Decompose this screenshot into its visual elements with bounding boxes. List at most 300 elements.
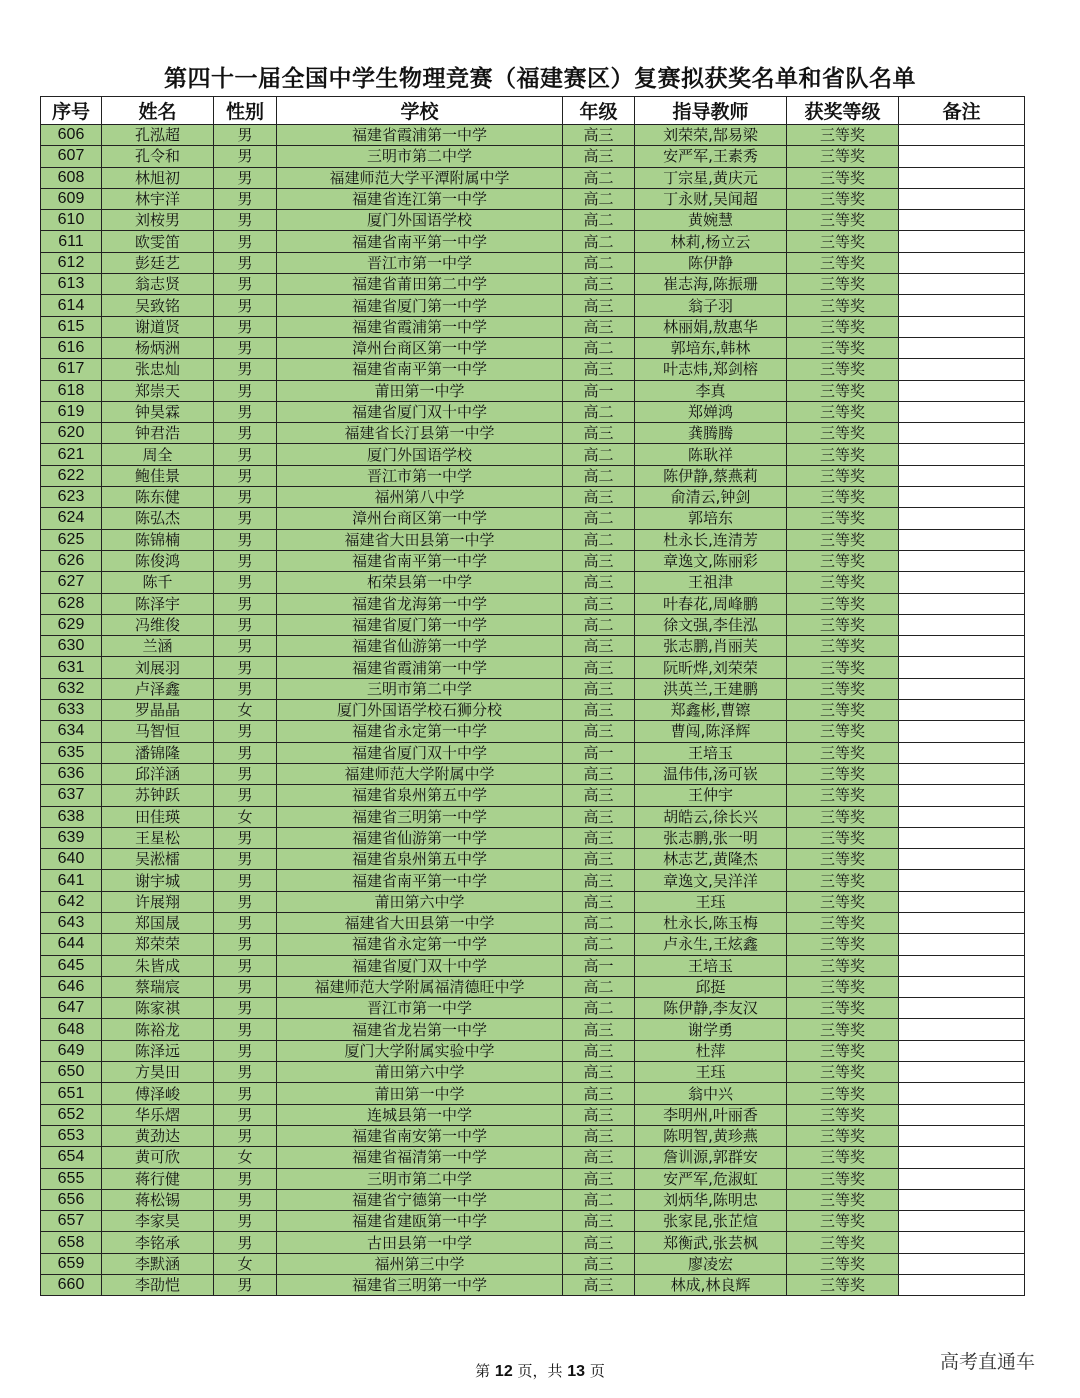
cell-grade: 高三 <box>563 1147 635 1168</box>
cell-note <box>899 359 1025 380</box>
cell-name: 傅泽峻 <box>102 1083 214 1104</box>
cell-gender: 男 <box>214 849 277 870</box>
cell-name: 陈家祺 <box>102 998 214 1019</box>
cell-teacher: 王珏 <box>635 1062 787 1083</box>
table-row <box>41 1147 1025 1168</box>
table-row <box>41 912 1025 933</box>
cell-school: 晋江市第一中学 <box>277 465 563 486</box>
cell-note <box>899 1253 1025 1274</box>
cell-school: 福建省仙游第一中学 <box>277 827 563 848</box>
cell-teacher: 叶志炜,郑剑榕 <box>635 359 787 380</box>
table-row <box>41 934 1025 955</box>
cell-teacher: 俞清云,钟剑 <box>635 487 787 508</box>
cell-award: 三等奖 <box>787 763 899 784</box>
cell-award: 三等奖 <box>787 1019 899 1040</box>
table-row <box>41 806 1025 827</box>
table-row <box>41 572 1025 593</box>
cell-award: 三等奖 <box>787 1083 899 1104</box>
cell-teacher: 龚腾腾 <box>635 423 787 444</box>
cell-note <box>899 721 1025 742</box>
cell-school: 福建省三明第一中学 <box>277 1275 563 1296</box>
cell-name: 刘桉男 <box>102 210 214 231</box>
cell-note <box>899 572 1025 593</box>
cell-award: 三等奖 <box>787 636 899 657</box>
cell-note <box>899 125 1025 146</box>
cell-teacher: 温伟伟,汤可嵚 <box>635 763 787 784</box>
cell-gender: 男 <box>214 870 277 891</box>
cell-grade: 高三 <box>563 146 635 167</box>
table-row <box>41 1168 1025 1189</box>
cell-number: 622 <box>41 465 102 486</box>
cell-school: 福建省厦门双十中学 <box>277 955 563 976</box>
cell-school: 福建师范大学附属中学 <box>277 763 563 784</box>
cell-gender: 男 <box>214 657 277 678</box>
cell-name: 王星松 <box>102 827 214 848</box>
cell-name: 李家昊 <box>102 1211 214 1232</box>
cell-note <box>899 1104 1025 1125</box>
table-row <box>41 316 1025 337</box>
cell-note <box>899 849 1025 870</box>
cell-note <box>899 146 1025 167</box>
table-row <box>41 380 1025 401</box>
cell-gender: 男 <box>214 614 277 635</box>
table-row <box>41 998 1025 1019</box>
cell-note <box>899 912 1025 933</box>
cell-teacher: 黄婉慧 <box>635 210 787 231</box>
cell-name: 林旭初 <box>102 167 214 188</box>
cell-school: 福建省厦门第一中学 <box>277 295 563 316</box>
cell-note <box>899 188 1025 209</box>
cell-school: 福建省福清第一中学 <box>277 1147 563 1168</box>
cell-gender: 男 <box>214 785 277 806</box>
cell-name: 方昊田 <box>102 1062 214 1083</box>
cell-school: 莆田第一中学 <box>277 1083 563 1104</box>
cell-name: 李默涵 <box>102 1253 214 1274</box>
cell-gender: 女 <box>214 1253 277 1274</box>
cell-school: 福建省龙岩第一中学 <box>277 1019 563 1040</box>
cell-number: 640 <box>41 849 102 870</box>
cell-name: 谢宇城 <box>102 870 214 891</box>
cell-name: 郑荣荣 <box>102 934 214 955</box>
cell-school: 福州第八中学 <box>277 487 563 508</box>
cell-number: 641 <box>41 870 102 891</box>
table-row <box>41 188 1025 209</box>
cell-gender: 男 <box>214 1062 277 1083</box>
cell-award: 三等奖 <box>787 380 899 401</box>
cell-school: 福建省泉州第五中学 <box>277 849 563 870</box>
cell-grade: 高二 <box>563 976 635 997</box>
cell-teacher: 邱挺 <box>635 976 787 997</box>
cell-teacher: 崔志海,陈振珊 <box>635 274 787 295</box>
cell-teacher: 安严军,危淑虹 <box>635 1168 787 1189</box>
cell-gender: 男 <box>214 934 277 955</box>
table-row <box>41 614 1025 635</box>
cell-note <box>899 742 1025 763</box>
cell-teacher: 郑鑫彬,曹镲 <box>635 700 787 721</box>
col-header-award: 获奖等级 <box>787 97 899 125</box>
cell-number: 656 <box>41 1189 102 1210</box>
cell-name: 林宇洋 <box>102 188 214 209</box>
cell-name: 罗晶晶 <box>102 700 214 721</box>
cell-teacher: 杜永长,连清芳 <box>635 529 787 550</box>
cell-teacher: 杜永长,陈玉梅 <box>635 912 787 933</box>
cell-gender: 男 <box>214 572 277 593</box>
cell-name: 鲍佳景 <box>102 465 214 486</box>
cell-grade: 高三 <box>563 593 635 614</box>
cell-number: 637 <box>41 785 102 806</box>
table-row <box>41 870 1025 891</box>
cell-school: 福建省宁德第一中学 <box>277 1189 563 1210</box>
col-header-school: 学校 <box>277 97 563 125</box>
cell-grade: 高三 <box>563 572 635 593</box>
table-row <box>41 444 1025 465</box>
table-row <box>41 1211 1025 1232</box>
cell-number: 630 <box>41 636 102 657</box>
cell-grade: 高二 <box>563 1189 635 1210</box>
cell-award: 三等奖 <box>787 337 899 358</box>
cell-award: 三等奖 <box>787 1147 899 1168</box>
table-row <box>41 487 1025 508</box>
table-row <box>41 1125 1025 1146</box>
cell-gender: 男 <box>214 508 277 529</box>
cell-name: 陈锦楠 <box>102 529 214 550</box>
cell-award: 三等奖 <box>787 955 899 976</box>
cell-gender: 男 <box>214 125 277 146</box>
cell-number: 621 <box>41 444 102 465</box>
cell-name: 蔡瑞宸 <box>102 976 214 997</box>
cell-award: 三等奖 <box>787 550 899 571</box>
cell-gender: 男 <box>214 274 277 295</box>
document-title: 第四十一届全国中学生物理竞赛（福建赛区）复赛拟获奖名单和省队名单 <box>164 66 916 92</box>
table-row <box>41 210 1025 231</box>
cell-number: 616 <box>41 337 102 358</box>
table-row <box>41 1062 1025 1083</box>
table-row <box>41 1083 1025 1104</box>
cell-teacher: 李真 <box>635 380 787 401</box>
cell-grade: 高三 <box>563 1232 635 1253</box>
cell-grade: 高三 <box>563 849 635 870</box>
cell-school: 福建师范大学附属福清德旺中学 <box>277 976 563 997</box>
cell-grade: 高三 <box>563 1211 635 1232</box>
cell-gender: 男 <box>214 998 277 1019</box>
cell-school: 莆田第一中学 <box>277 380 563 401</box>
cell-teacher: 王仲宇 <box>635 785 787 806</box>
cell-teacher: 翁中兴 <box>635 1083 787 1104</box>
cell-school: 福建省三明第一中学 <box>277 806 563 827</box>
table-row <box>41 1019 1025 1040</box>
cell-note <box>899 976 1025 997</box>
cell-teacher: 章逸文,陈丽彩 <box>635 550 787 571</box>
page-footer <box>0 1360 1080 1381</box>
cell-grade: 高二 <box>563 529 635 550</box>
cell-school: 连城县第一中学 <box>277 1104 563 1125</box>
cell-school: 古田县第一中学 <box>277 1232 563 1253</box>
cell-grade: 高二 <box>563 508 635 529</box>
table-row <box>41 359 1025 380</box>
header-row <box>41 97 1025 125</box>
cell-note <box>899 678 1025 699</box>
cell-number: 643 <box>41 912 102 933</box>
cell-school: 三明市第二中学 <box>277 678 563 699</box>
cell-school: 福建省建瓯第一中学 <box>277 1211 563 1232</box>
cell-award: 三等奖 <box>787 1062 899 1083</box>
table-row <box>41 1275 1025 1296</box>
table-row <box>41 763 1025 784</box>
cell-note <box>899 891 1025 912</box>
cell-award: 三等奖 <box>787 1104 899 1125</box>
table-row <box>41 1253 1025 1274</box>
cell-name: 陈千 <box>102 572 214 593</box>
cell-name: 郑崇天 <box>102 380 214 401</box>
cell-teacher: 卢永生,王炫鑫 <box>635 934 787 955</box>
cell-number: 636 <box>41 763 102 784</box>
cell-grade: 高二 <box>563 231 635 252</box>
cell-number: 652 <box>41 1104 102 1125</box>
cell-number: 617 <box>41 359 102 380</box>
cell-note <box>899 508 1025 529</box>
cell-award: 三等奖 <box>787 295 899 316</box>
cell-teacher: 詹训源,郭群安 <box>635 1147 787 1168</box>
cell-gender: 男 <box>214 1189 277 1210</box>
cell-number: 609 <box>41 188 102 209</box>
cell-note <box>899 167 1025 188</box>
cell-award: 三等奖 <box>787 976 899 997</box>
cell-award: 三等奖 <box>787 891 899 912</box>
cell-award: 三等奖 <box>787 700 899 721</box>
cell-award: 三等奖 <box>787 593 899 614</box>
cell-name: 黄劲达 <box>102 1125 214 1146</box>
cell-name: 吴致铭 <box>102 295 214 316</box>
cell-teacher: 阮昕烨,刘荣荣 <box>635 657 787 678</box>
table-row <box>41 274 1025 295</box>
cell-name: 钟昊霖 <box>102 401 214 422</box>
cell-number: 619 <box>41 401 102 422</box>
cell-school: 福建省永定第一中学 <box>277 721 563 742</box>
cell-gender: 男 <box>214 891 277 912</box>
cell-name: 苏钟跃 <box>102 785 214 806</box>
cell-gender: 男 <box>214 636 277 657</box>
cell-number: 631 <box>41 657 102 678</box>
table-row <box>41 721 1025 742</box>
cell-grade: 高三 <box>563 125 635 146</box>
cell-gender: 男 <box>214 721 277 742</box>
cell-award: 三等奖 <box>787 572 899 593</box>
cell-number: 639 <box>41 827 102 848</box>
cell-number: 638 <box>41 806 102 827</box>
cell-teacher: 张志鹏,肖丽芙 <box>635 636 787 657</box>
cell-gender: 男 <box>214 487 277 508</box>
cell-note <box>899 550 1025 571</box>
cell-award: 三等奖 <box>787 252 899 273</box>
cell-grade: 高二 <box>563 337 635 358</box>
cell-grade: 高三 <box>563 763 635 784</box>
cell-name: 张忠灿 <box>102 359 214 380</box>
cell-award: 三等奖 <box>787 231 899 252</box>
cell-number: 658 <box>41 1232 102 1253</box>
cell-school: 晋江市第一中学 <box>277 998 563 1019</box>
cell-teacher: 廖凌宏 <box>635 1253 787 1274</box>
cell-grade: 高二 <box>563 934 635 955</box>
cell-note <box>899 295 1025 316</box>
cell-grade: 高二 <box>563 188 635 209</box>
cell-note <box>899 593 1025 614</box>
cell-gender: 男 <box>214 1232 277 1253</box>
cell-school: 厦门外国语学校石狮分校 <box>277 700 563 721</box>
table-row <box>41 508 1025 529</box>
cell-name: 黄可欣 <box>102 1147 214 1168</box>
cell-teacher: 李明州,叶丽香 <box>635 1104 787 1125</box>
cell-number: 644 <box>41 934 102 955</box>
cell-school: 漳州台商区第一中学 <box>277 508 563 529</box>
cell-award: 三等奖 <box>787 487 899 508</box>
watermark: 高考直通车 <box>940 1351 1036 1373</box>
cell-gender: 男 <box>214 295 277 316</box>
cell-number: 614 <box>41 295 102 316</box>
cell-note <box>899 955 1025 976</box>
cell-school: 福建师范大学平潭附属中学 <box>277 167 563 188</box>
cell-teacher: 林丽娟,敖惠华 <box>635 316 787 337</box>
total-pages: 13 <box>567 1363 586 1380</box>
col-header-teacher: 指导教师 <box>635 97 787 125</box>
cell-name: 陈裕龙 <box>102 1019 214 1040</box>
cell-teacher: 陈伊静,李友汉 <box>635 998 787 1019</box>
cell-school: 福建省大田县第一中学 <box>277 529 563 550</box>
cell-name: 刘展羽 <box>102 657 214 678</box>
cell-teacher: 张志鹏,张一明 <box>635 827 787 848</box>
cell-number: 647 <box>41 998 102 1019</box>
cell-award: 三等奖 <box>787 508 899 529</box>
cell-number: 653 <box>41 1125 102 1146</box>
cell-school: 福建省南平第一中学 <box>277 870 563 891</box>
table-row <box>41 785 1025 806</box>
cell-number: 634 <box>41 721 102 742</box>
cell-name: 邱洋涵 <box>102 763 214 784</box>
cell-gender: 男 <box>214 912 277 933</box>
cell-award: 三等奖 <box>787 742 899 763</box>
cell-award: 三等奖 <box>787 1189 899 1210</box>
cell-grade: 高三 <box>563 785 635 806</box>
cell-name: 孔泓超 <box>102 125 214 146</box>
cell-teacher: 王培玉 <box>635 742 787 763</box>
cell-note <box>899 529 1025 550</box>
cell-note <box>899 1232 1025 1253</box>
cell-gender: 男 <box>214 742 277 763</box>
cell-school: 漳州台商区第一中学 <box>277 337 563 358</box>
cell-teacher: 林莉,杨立云 <box>635 231 787 252</box>
cell-gender: 男 <box>214 401 277 422</box>
cell-note <box>899 380 1025 401</box>
cell-school: 福建省永定第一中学 <box>277 934 563 955</box>
cell-grade: 高二 <box>563 252 635 273</box>
cell-name: 陈弘杰 <box>102 508 214 529</box>
cell-name: 钟君浩 <box>102 423 214 444</box>
cell-teacher: 郭培东,韩林 <box>635 337 787 358</box>
cell-school: 厦门外国语学校 <box>277 444 563 465</box>
cell-grade: 高二 <box>563 998 635 1019</box>
cell-gender: 女 <box>214 806 277 827</box>
cell-name: 蒋行健 <box>102 1168 214 1189</box>
cell-note <box>899 337 1025 358</box>
cell-name: 蒋松锡 <box>102 1189 214 1210</box>
cell-name: 田佳瑛 <box>102 806 214 827</box>
cell-number: 620 <box>41 423 102 444</box>
cell-grade: 高三 <box>563 636 635 657</box>
cell-number: 632 <box>41 678 102 699</box>
cell-grade: 高三 <box>563 487 635 508</box>
cell-award: 三等奖 <box>787 934 899 955</box>
cell-note <box>899 423 1025 444</box>
table-row <box>41 423 1025 444</box>
cell-award: 三等奖 <box>787 359 899 380</box>
col-header-number: 序号 <box>41 97 102 125</box>
cell-grade: 高三 <box>563 359 635 380</box>
cell-gender: 女 <box>214 700 277 721</box>
cell-note <box>899 210 1025 231</box>
cell-note <box>899 700 1025 721</box>
cell-note <box>899 1189 1025 1210</box>
cell-number: 629 <box>41 614 102 635</box>
cell-number: 651 <box>41 1083 102 1104</box>
cell-award: 三等奖 <box>787 912 899 933</box>
cell-award: 三等奖 <box>787 1253 899 1274</box>
cell-number: 633 <box>41 700 102 721</box>
cell-award: 三等奖 <box>787 785 899 806</box>
table-row <box>41 465 1025 486</box>
cell-school: 三明市第二中学 <box>277 146 563 167</box>
cell-teacher: 丁永财,吴闻超 <box>635 188 787 209</box>
cell-name: 陈泽宇 <box>102 593 214 614</box>
cell-teacher: 陈伊静,蔡燕莉 <box>635 465 787 486</box>
cell-grade: 高一 <box>563 380 635 401</box>
table-row <box>41 849 1025 870</box>
cell-award: 三等奖 <box>787 167 899 188</box>
cell-number: 635 <box>41 742 102 763</box>
cell-award: 三等奖 <box>787 806 899 827</box>
cell-name: 潘锦隆 <box>102 742 214 763</box>
cell-note <box>899 1125 1025 1146</box>
cell-number: 611 <box>41 231 102 252</box>
cell-name: 谢道贤 <box>102 316 214 337</box>
cell-school: 柘荣县第一中学 <box>277 572 563 593</box>
table-row <box>41 955 1025 976</box>
cell-grade: 高三 <box>563 678 635 699</box>
cell-grade: 高三 <box>563 806 635 827</box>
cell-teacher: 洪英兰,王建鹏 <box>635 678 787 699</box>
cell-grade: 高三 <box>563 550 635 571</box>
cell-gender: 男 <box>214 529 277 550</box>
cell-teacher: 丁宗星,黄庆元 <box>635 167 787 188</box>
cell-number: 606 <box>41 125 102 146</box>
table-row <box>41 700 1025 721</box>
cell-name: 吴淞檑 <box>102 849 214 870</box>
cell-gender: 男 <box>214 146 277 167</box>
footer-text: 页，共 <box>512 1362 568 1380</box>
cell-school: 福建省南安第一中学 <box>277 1125 563 1146</box>
current-page: 12 <box>494 1363 513 1380</box>
cell-teacher: 谢学勇 <box>635 1019 787 1040</box>
cell-name: 卢泽鑫 <box>102 678 214 699</box>
cell-school: 福建省仙游第一中学 <box>277 636 563 657</box>
cell-note <box>899 614 1025 635</box>
cell-school: 福建省南平第一中学 <box>277 359 563 380</box>
cell-award: 三等奖 <box>787 827 899 848</box>
cell-grade: 高三 <box>563 316 635 337</box>
cell-name: 华乐熠 <box>102 1104 214 1125</box>
table-row <box>41 401 1025 422</box>
cell-award: 三等奖 <box>787 721 899 742</box>
cell-award: 三等奖 <box>787 998 899 1019</box>
cell-award: 三等奖 <box>787 1040 899 1061</box>
